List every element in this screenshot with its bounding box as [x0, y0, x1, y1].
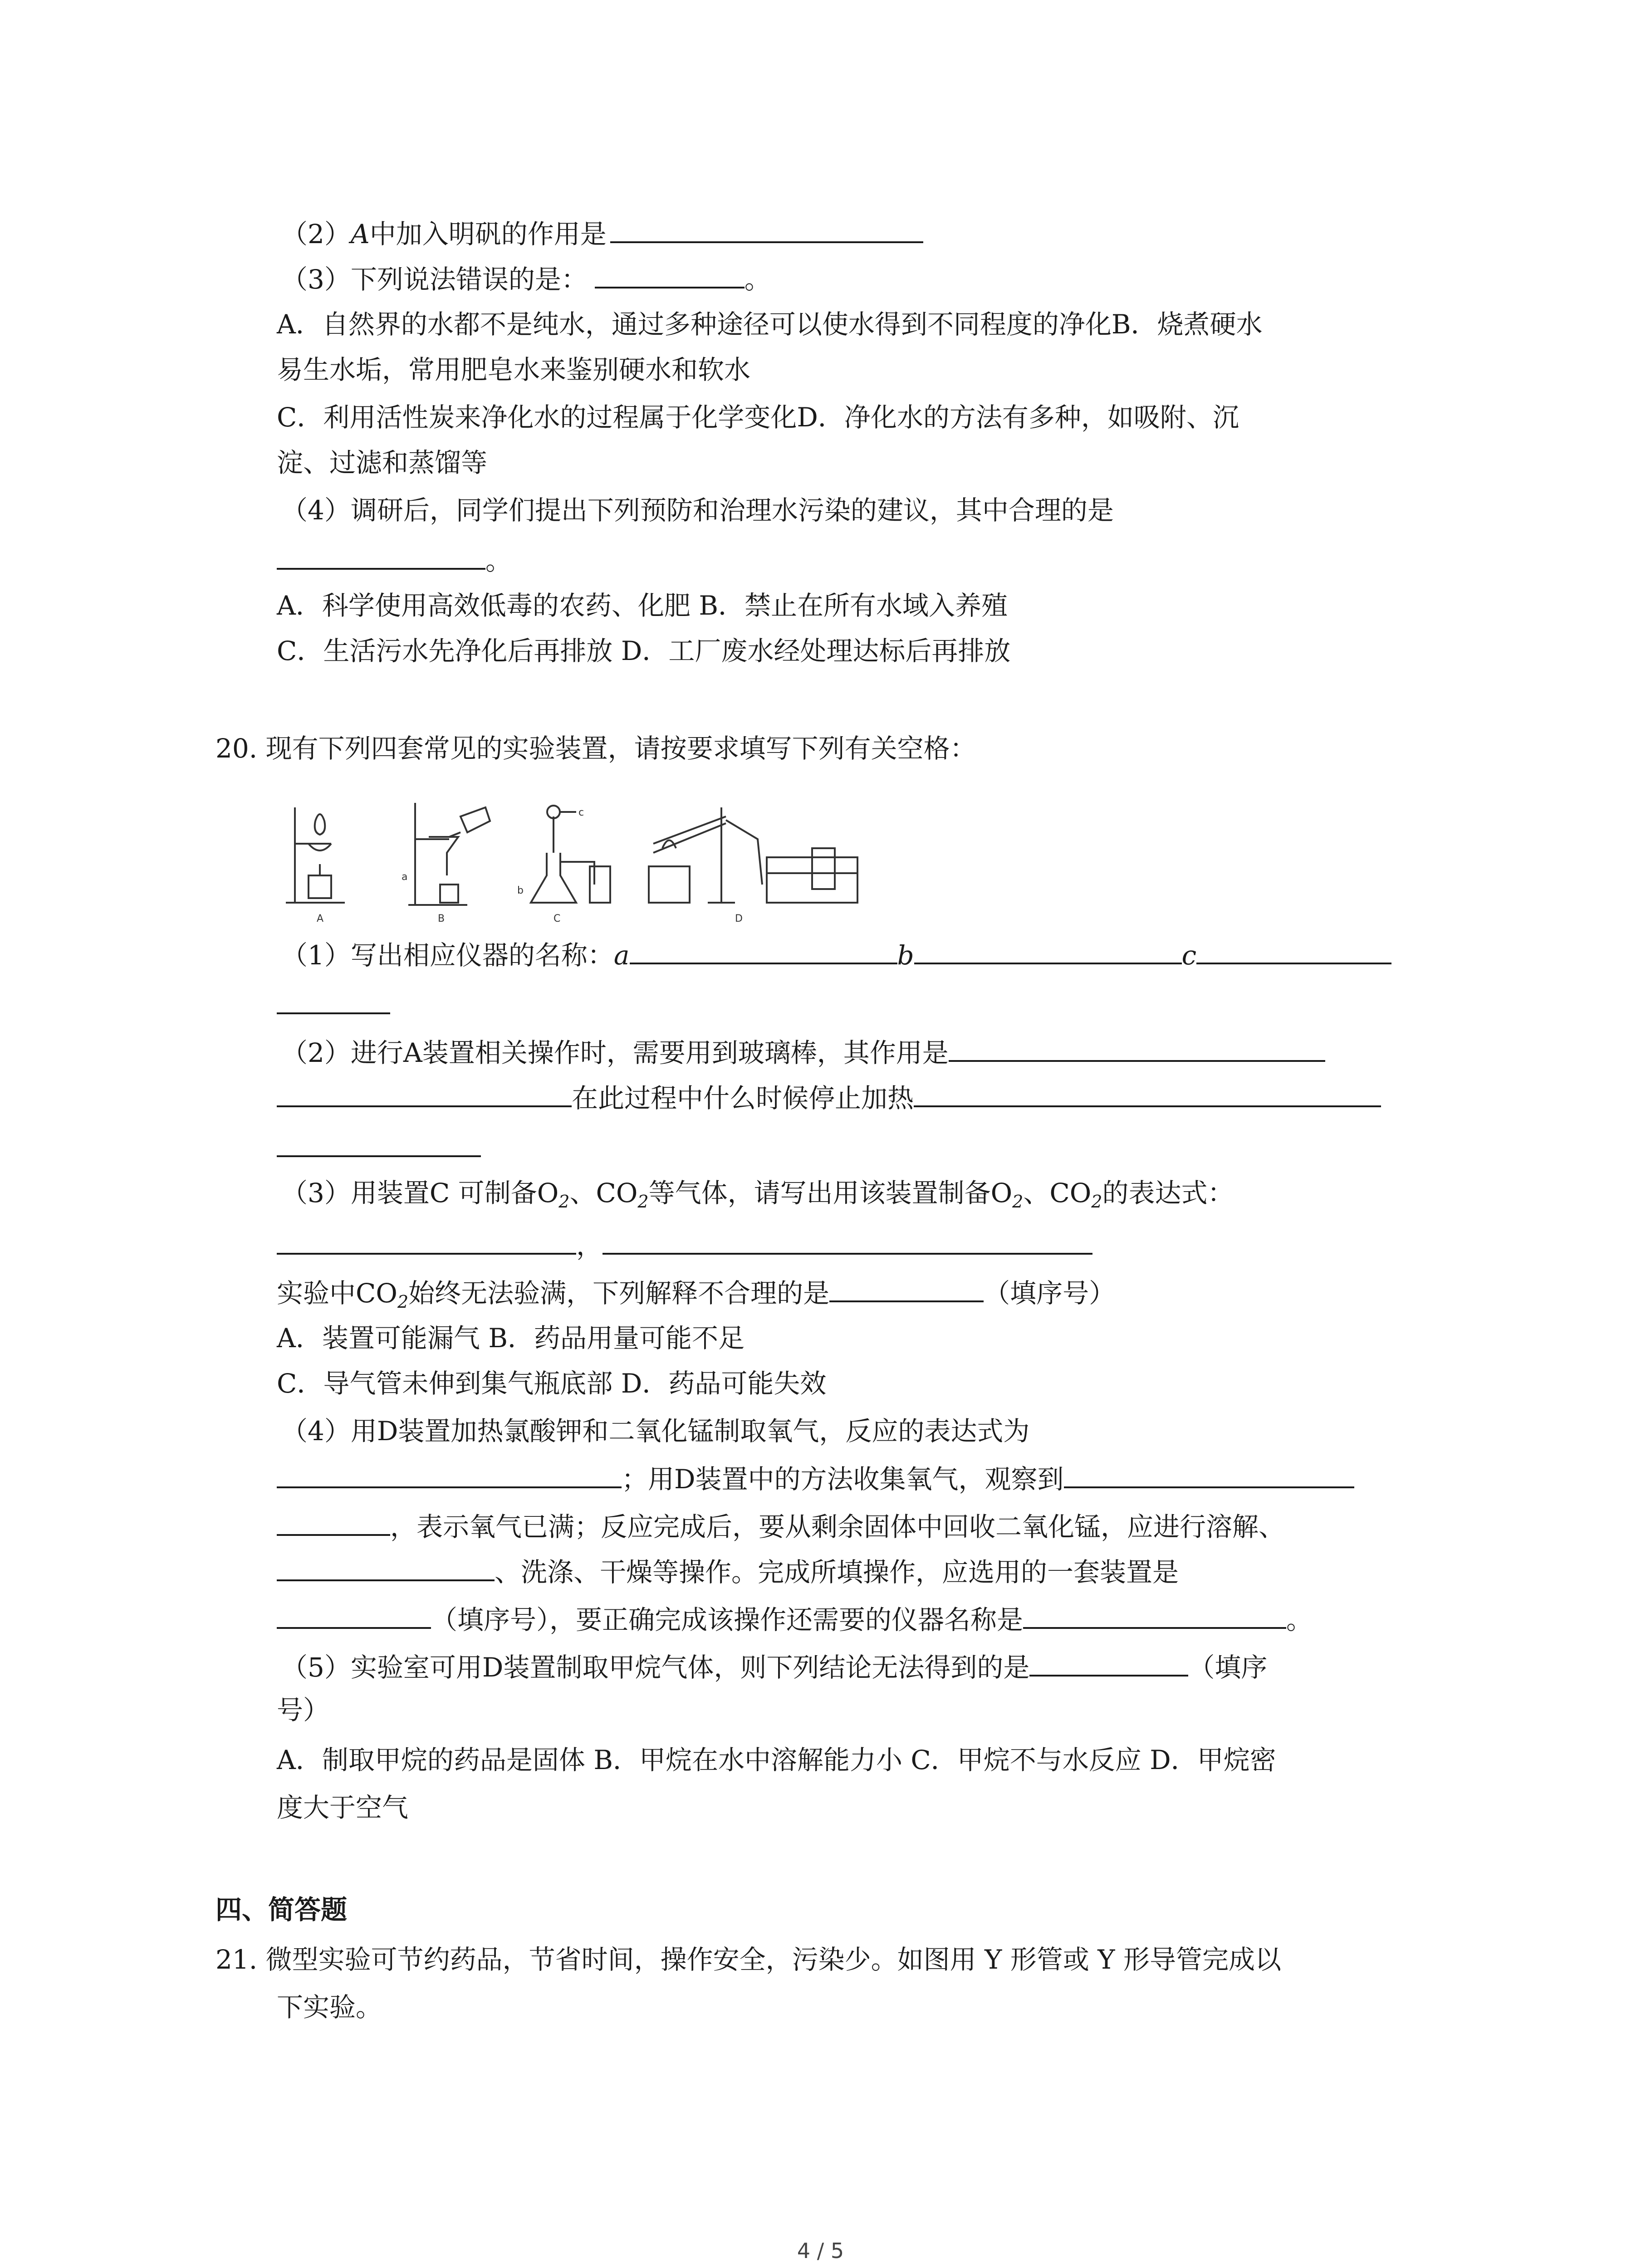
q19-part2-A: A	[350, 219, 370, 249]
q19-option-cd-line1	[277, 399, 1239, 435]
q20-part4-line5	[277, 1599, 1313, 1638]
q19-part2	[281, 213, 923, 252]
apparatus-figure	[277, 789, 876, 925]
answer-blank[interactable]	[829, 1272, 984, 1302]
answer-blank[interactable]	[914, 934, 1182, 964]
q20-part3-d: 、CO	[1023, 1178, 1092, 1208]
q20-part4: （4）用D装置加热氯酸钾和二氧化锰制取氧气，反应的表达式为	[281, 1416, 1030, 1447]
answer-blank[interactable]	[949, 1032, 1325, 1062]
q20-part1-b: b	[897, 940, 914, 971]
q19-part2-text: 中加入明矾的作用是	[369, 219, 607, 249]
q21-line1: 21. 微型实验可节约药品，节省时间，操作安全，污染少。如图用 Y 形管或 Y 形导管完成以	[216, 1944, 1282, 1975]
q20-part4-l5end: 。	[1286, 1604, 1313, 1635]
q20-part4-l3: ，表示氧气已满；反应完成后，要从剩余固体中回收二氧化锰，应进行溶解、	[390, 1511, 1285, 1542]
subscript: 2	[558, 1192, 570, 1212]
q20-part1-a: a	[613, 940, 630, 971]
q20-part4-l5a: （填序号），要正确完成该操作还需要的仪器名称是	[431, 1604, 1024, 1635]
label-instrument-c: c	[578, 807, 584, 818]
q20-part1	[281, 934, 1391, 973]
q20-part4-line2	[277, 1458, 1354, 1497]
subscript: 2	[637, 1192, 649, 1212]
answer-blank[interactable]	[603, 1225, 1092, 1255]
answer-blank[interactable]	[1064, 1458, 1354, 1488]
q20-part3-answers	[277, 1225, 1092, 1264]
q19-part3-end: 。	[744, 264, 771, 295]
answer-blank[interactable]	[277, 1599, 431, 1629]
q20-part2-text: （2）进行A装置相关操作时，需要用到玻璃棒，其作用是	[281, 1037, 949, 1068]
q19-part4-options-cd: C．生活污水先净化后再排放 D．工厂废水经处理达标后再排放	[277, 635, 1011, 666]
answer-blank[interactable]	[595, 259, 745, 288]
q19-part3	[281, 259, 771, 298]
q20-part3	[281, 1175, 1234, 1220]
q20-part4-l4: 、洗涤、干燥等操作。完成所填操作，应选用的一套装置是	[495, 1557, 1179, 1588]
q20-part3-q-b: 始终无法验满，下列解释不合理的是	[408, 1278, 830, 1309]
q20-part3-question	[277, 1272, 1115, 1320]
q19-option-ab-line2: 易生水垢，常用肥皂水来鉴别硬水和软水	[277, 354, 751, 385]
q19-option-a: A．自然界的水都不是纯水，通过多种途径可以使水得到不同程度的净化	[277, 309, 1112, 340]
q20-part2-cont2	[277, 1127, 481, 1166]
q20-part3-options-cd: C．导气管未伸到集气瓶底部 D．药品可能失效	[277, 1368, 827, 1399]
q20-part4-l2: ；用D装置中的方法收集氧气，观察到	[622, 1464, 1064, 1495]
q19-option-cd-line2: 淀、过滤和蒸馏等	[277, 447, 488, 478]
subscript: 2	[1012, 1192, 1024, 1212]
label-c-setup: C	[554, 913, 561, 924]
q20-part3-c: 等气体，请写出用该装置制备O	[648, 1178, 1013, 1208]
q20-part3-q-end: （填序号）	[984, 1278, 1116, 1309]
apparatus-c	[531, 806, 610, 903]
label-d-setup: D	[735, 913, 743, 924]
label-instrument-b: b	[517, 885, 524, 896]
answer-blank[interactable]	[277, 1551, 495, 1581]
q20-part3-e: 的表达式：	[1102, 1178, 1234, 1208]
q19-part2-lead: （2）	[281, 219, 351, 249]
q20-part2	[281, 1032, 1325, 1071]
q20-part5-options1: A．制取甲烷的药品是固体 B．甲烷在水中溶解能力小 C．甲烷不与水反应 D．甲烷密	[277, 1745, 1276, 1775]
q20-stem: 20. 现有下列四套常见的实验装置，请按要求填写下列有关空格：	[216, 733, 976, 764]
q20-part4-line3	[277, 1506, 1285, 1545]
q20-part3-a: （3）用装置C 可制备O	[281, 1178, 559, 1208]
answer-blank[interactable]	[630, 934, 897, 964]
q20-part5-line2: 号）	[277, 1695, 330, 1725]
q20-part5	[281, 1647, 1267, 1686]
q20-part5-end: （填序	[1188, 1652, 1268, 1683]
answer-blank[interactable]	[277, 1077, 572, 1107]
q20-part3-options-ab: A．装置可能漏气 B．药品用量可能不足	[277, 1323, 745, 1354]
section-heading: 四、简答题	[216, 1894, 348, 1925]
q19-part4-options-ab: A．科学使用高效低毒的农药、化肥 B．禁止在所有水域入养殖	[277, 590, 1008, 621]
q19-option-ab-line1	[277, 306, 1263, 342]
answer-blank[interactable]	[277, 984, 390, 1014]
answer-blank[interactable]	[914, 1077, 1381, 1107]
q19-part4: （4）调研后，同学们提出下列预防和治理水污染的建议，其中合理的是	[281, 495, 1114, 526]
q21-line2: 下实验。	[277, 1992, 382, 2023]
q20-part3-comma: ，	[576, 1230, 603, 1261]
q19-option-b: B．烧煮硬水	[1111, 309, 1263, 340]
answer-blank[interactable]	[610, 213, 923, 243]
label-instrument-a: a	[402, 871, 408, 883]
subscript: 2	[397, 1292, 409, 1312]
answer-blank[interactable]	[1029, 1647, 1188, 1677]
apparatus-d	[649, 807, 857, 903]
answer-blank[interactable]	[277, 1458, 622, 1488]
q19-part4-end: 。	[485, 545, 512, 576]
label-a-setup: A	[317, 913, 324, 924]
answer-blank[interactable]	[277, 1225, 576, 1255]
answer-blank[interactable]	[1196, 934, 1391, 964]
q20-part5-options2: 度大于空气	[277, 1792, 409, 1823]
q20-part1-cont	[277, 984, 390, 1023]
apparatus-b	[408, 803, 490, 905]
q20-part2-cont	[277, 1077, 1381, 1116]
q19-part4-answer	[277, 540, 512, 579]
subscript: 2	[1091, 1192, 1102, 1212]
q20-part1-text: （1）写出相应仪器的名称：	[281, 940, 614, 971]
q20-part4-line4	[277, 1551, 1179, 1590]
q19-part3-text: （3）下列说法错误的是：	[281, 264, 588, 295]
q20-part1-c: c	[1181, 940, 1197, 971]
q20-part3-q-a: 实验中CO	[277, 1278, 397, 1309]
answer-blank[interactable]	[277, 540, 485, 570]
answer-blank[interactable]	[277, 1506, 390, 1536]
q19-option-c: C．利用活性炭来净化水的过程属于化学变化	[277, 402, 797, 433]
label-b-setup: B	[438, 913, 445, 924]
answer-blank[interactable]	[277, 1127, 481, 1157]
q19-option-d: D．净化水的方法有多种，如吸附、沉	[797, 402, 1239, 433]
page-number: 4 / 5	[797, 2239, 844, 2263]
apparatus-a	[286, 807, 345, 903]
answer-blank[interactable]	[1023, 1599, 1286, 1629]
q20-part5-text: （5）实验室可用D装置制取甲烷气体，则下列结论无法得到的是	[281, 1652, 1030, 1683]
q20-part2-mid: 在此过程中什么时候停止加热	[572, 1083, 914, 1114]
q20-part3-b: 、CO	[569, 1178, 638, 1208]
